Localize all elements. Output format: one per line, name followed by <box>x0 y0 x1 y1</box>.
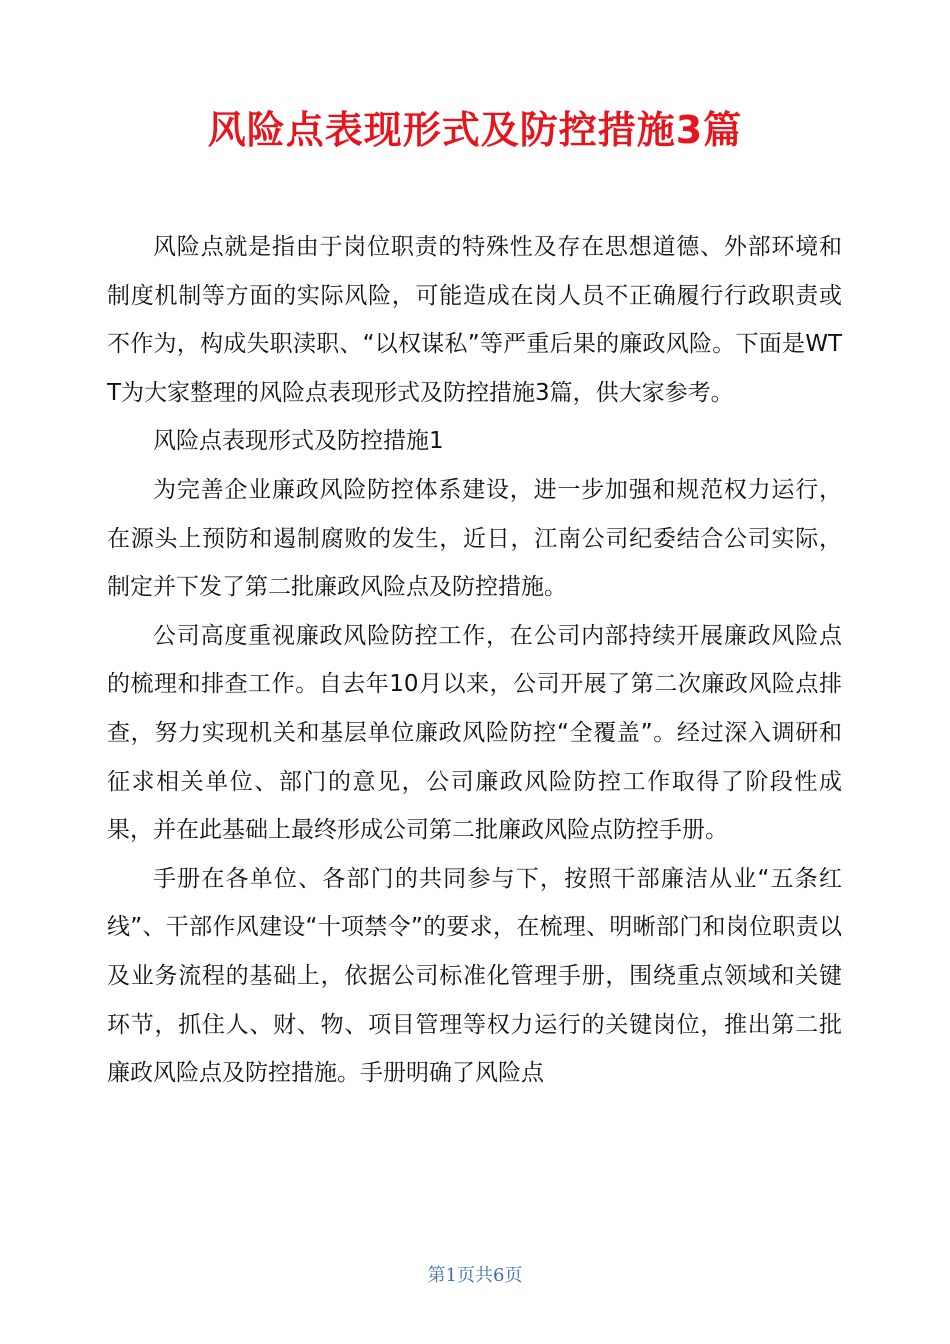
paragraph-intro: 风险点就是指由于岗位职责的特殊性及存在思想道德、外部环境和制度机制等方面的实际风险，可能造成在岗人员不正确履行行政职责或不作为，构成失职渎职、“以权谋私”等严重后果的廉政风险。下面是WTT为大家整理的风险点表现形式及防控措施3篇，供大家参考。 <box>107 234 842 406</box>
paragraph: 手册在各单位、各部门的共同参与下，按照干部廉洁从业“五条红线”、干部作风建设“十项禁令”的要求，在梳理、明晰部门和岗位职责以及业务流程的基础上，依据公司标准化管理手册，围绕重点领域和关键环节，抓住人、财、物、项目管理等权力运行的关键岗位，推出第二批廉政风险点及防控措施。手册明确了风险点 <box>107 865 842 1087</box>
page-number-label: 第1页共6页 <box>427 1265 523 1286</box>
page-footer <box>0 1262 950 1290</box>
document-title: 风险点表现形式及防控措施3篇 <box>207 108 743 152</box>
section-heading-1: 风险点表现形式及防控措施1 <box>153 428 444 455</box>
paragraph: 为完善企业廉政风险防控体系建设，进一步加强和规范权力运行，在源头上预防和遏制腐败的发生，近日，江南公司纪委结合公司实际，制定并下发了第二批廉政风险点及防控措施。 <box>107 476 842 601</box>
paragraph: 公司高度重视廉政风险防控工作，在公司内部持续开展廉政风险点的梳理和排查工作。自去年10月以来，公司开展了第二次廉政风险点排查，努力实现机关和基层单位廉政风险防控“全覆盖”。经过深入调研和征求相关单位、部门的意见，公司廉政风险防控工作取得了阶段性成果，并在此基础上最终形成公司第二批廉政风险点防控手册。 <box>107 622 842 844</box>
document-body <box>107 223 842 1098</box>
